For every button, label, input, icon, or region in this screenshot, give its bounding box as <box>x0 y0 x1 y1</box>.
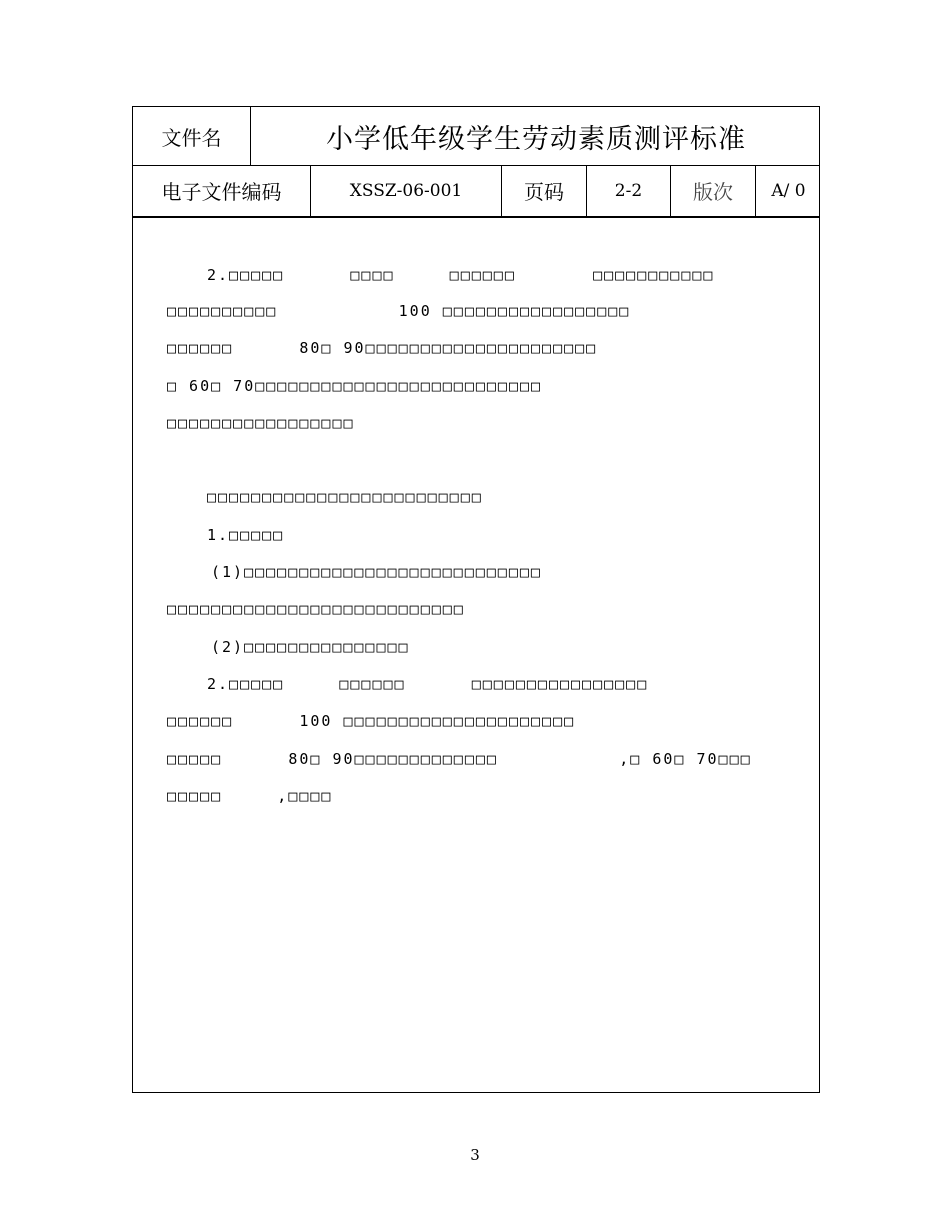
code-value: XSSZ-06-001 <box>311 165 502 216</box>
body-line: □□□□□□□□□□□□□□□□□□□□□□□□□ <box>207 488 483 506</box>
body-line: 2.□□□□□ □□□□ □□□□□□ □□□□□□□□□□□ <box>207 266 715 284</box>
body-line: 2.□□□□□ □□□□□□ □□□□□□□□□□□□□□□□ <box>207 675 649 693</box>
page-number: 3 <box>470 1146 480 1164</box>
document-body <box>133 107 819 1092</box>
body-line: □□□□□□ 100 □□□□□□□□□□□□□□□□□□□□□ <box>167 712 576 730</box>
body-line: (2)□□□□□□□□□□□□□□□ <box>211 638 410 656</box>
body-line: □□□□□□□□□□□□□□□□□ <box>167 414 355 432</box>
body-line: □□□□□ ,□□□□ <box>167 787 333 805</box>
page-value: 2-2 <box>587 165 671 216</box>
version-label: 版次 <box>671 165 756 216</box>
body-line: (1)□□□□□□□□□□□□□□□□□□□□□□□□□□□ <box>211 563 542 581</box>
body-line: □□□□□□ 80□ 90□□□□□□□□□□□□□□□□□□□□□ <box>167 339 598 357</box>
document-title: 小学低年级学生劳动素质测评标准 <box>326 123 746 155</box>
body-line: □□□□□ 80□ 90□□□□□□□□□□□□□ ,□ 60□ 70□□□ <box>167 750 752 768</box>
body-line: □□□□□□□□□□□□□□□□□□□□□□□□□□□ <box>167 600 465 618</box>
body-line: 1.□□□□□ <box>207 526 285 544</box>
version-value: A/ 0 <box>771 180 806 201</box>
document-frame <box>132 106 820 1093</box>
body-line: □ 60□ 70□□□□□□□□□□□□□□□□□□□□□□□□□□ <box>167 377 543 395</box>
code-label: 电子文件编码 <box>133 165 311 216</box>
page-label: 页码 <box>502 165 587 216</box>
file-name-label: 文件名 <box>133 107 251 165</box>
body-line: □□□□□□□□□□ 100 □□□□□□□□□□□□□□□□□ <box>167 302 631 320</box>
